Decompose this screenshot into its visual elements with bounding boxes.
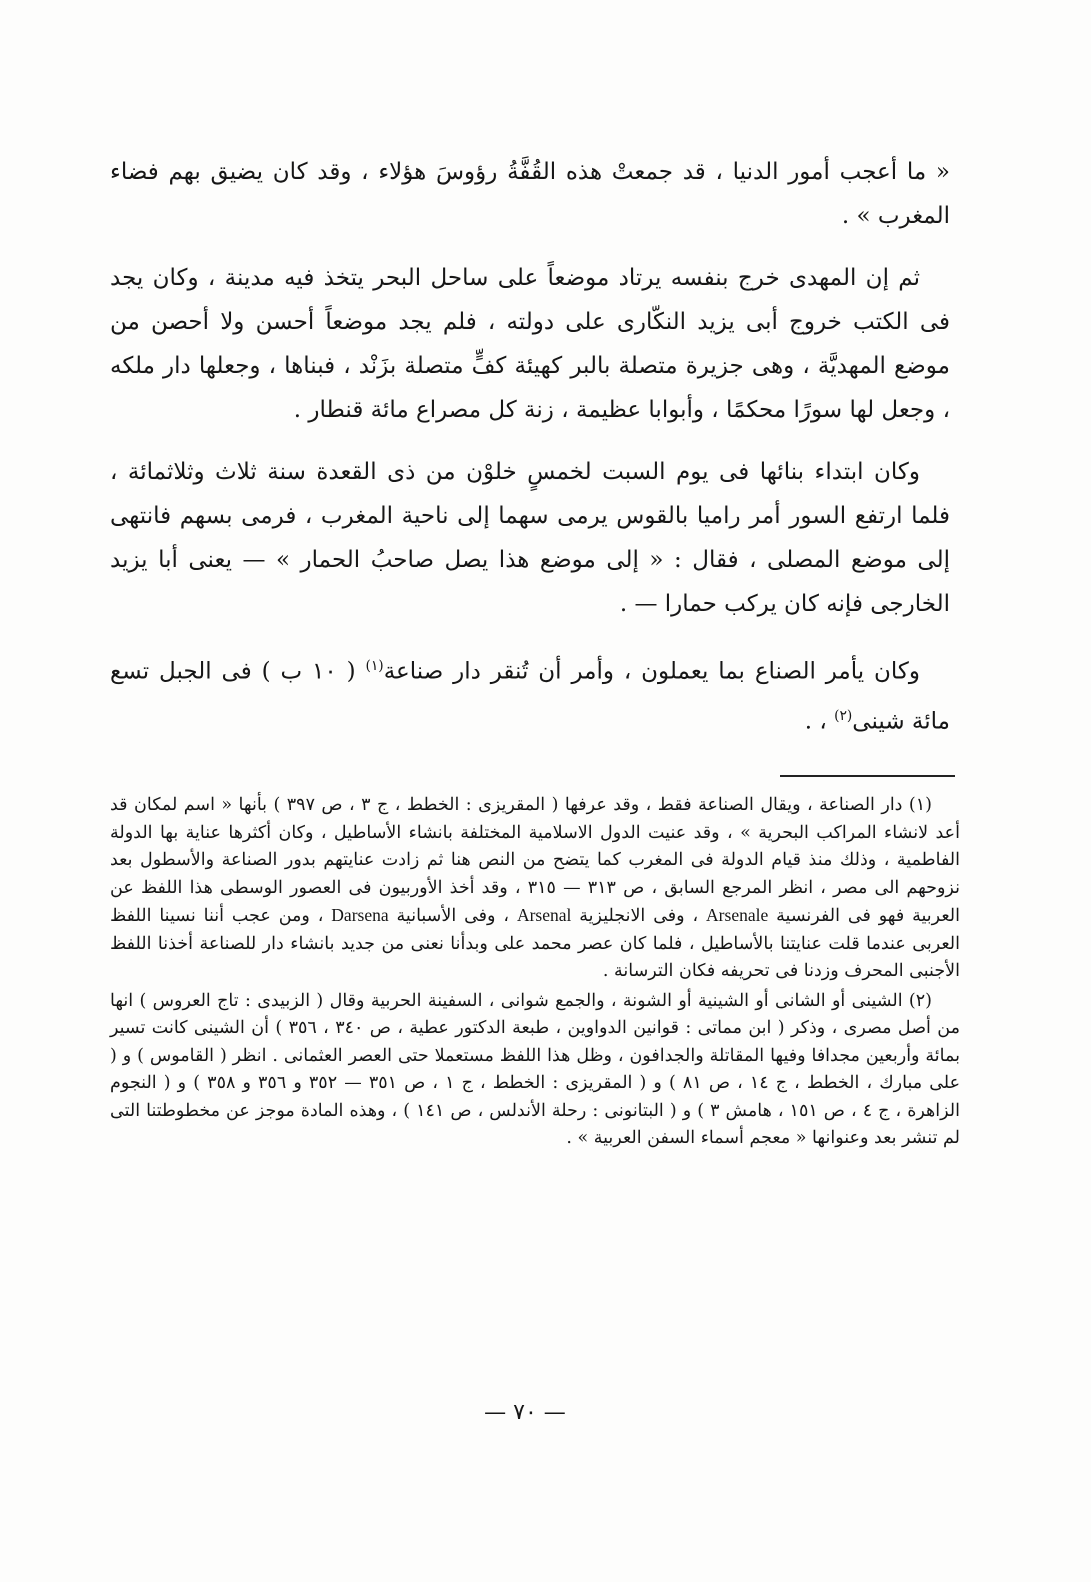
footnotes	[110, 792, 960, 1153]
footnote-1-latin-arsenale: Arsenale	[706, 905, 769, 925]
footnote-1-part-b: ، وفى الانجليزية	[579, 906, 699, 926]
main-text	[110, 150, 950, 761]
footnote-1-latin-darsena: Darsena	[331, 905, 389, 925]
footnote-1-latin-arsenal: Arsenal	[516, 905, 572, 925]
footnote-1	[110, 792, 960, 986]
footnote-1-part-a: (١) دار الصناعة ، ويقال الصناعة فقط ، وقد عرفها ( المقريزى : الخطط ، ج ٣ ، ص ٣٩٧ ) بأنها « اسم لمكان قد أعد لانشاء المراكب البحرية » ، وقد عنيت الدول الاسلامية المختلفة بانشاء الأساطيل ، وكان أكثرها عناية بها الدولة الفاطمية ، وذلك منذ قيام الدولة فى المغرب كما يتضح من النص هنا ثم زادت عنايتهم بدور الصناعة والأسطول بعد نزوحهم الى مصر ، انظر المرجع السابق ، ص ٣١٣ — ٣١٥ ، وقد أخذ الأوربيون فى العصور الوسطى هذا اللفظ عن العربية فهو فى الفرنسية	[110, 795, 960, 926]
paragraph-3: وكان ابتداء بنائها فى يوم السبت لخمسٍ خلوْن من ذى القعدة سنة ثلاث وثلاثمائة ، فلما ارتفع السور أمر راميا بالقوس يرمى سهما إلى ناحية المغرب ، فرمى بسهم فانتهى إلى موضع المصلى ، فقال : « إلى موضع هذا يصل صاحبُ الحمار » — يعنى أبا يزيد الخارجى فإنه كان يركب حمارا — .	[110, 459, 950, 617]
paragraph-4-part-a: وكان يأمر الصناع بما يعملون ، وأمر أن تُنقر دار صناعة	[383, 658, 920, 685]
paragraph-4-part-c: ، .	[804, 708, 827, 735]
paragraph-4-part-b: ( ١٠ ب ) فى الجبل تسع مائة شينى	[110, 658, 950, 735]
footnote-ref-1: (١)	[365, 658, 384, 674]
paragraph-2: ثم إن المهدى خرج بنفسه يرتاد موضعاً على ساحل البحر يتخذ فيه مدينة ، وكان يجد فى الكتب خروج أبى يزيد النكّارى على دولته ، فلم يجد موضعاً أحسن ولا أحصن من موضع المهديَّة ، وهى جزيرة متصلة بالبر كهيئة كفٍّ متصلة بزَنْد ، فبناها ، وجعلها دار ملكه ، وجعل لها سورًا محكمًا ، وأبوابا عظيمة ، زنة كل مصراع مائة قنطار .	[110, 265, 950, 423]
paragraph-1: « ما أعجب أمور الدنيا ، قد جمعتْ هذه القُفَّةُ رؤوسَ هؤلاء ، وقد كان يضيق بهم فضاء المغرب » .	[110, 159, 950, 229]
footnote-1-part-c: ، وفى الأسبانية	[396, 906, 510, 926]
footnote-ref-2: (٢)	[834, 707, 853, 724]
page-number: — ٧٠ —	[484, 1400, 566, 1425]
footnote-divider	[780, 775, 955, 777]
paragraph-4	[110, 644, 950, 743]
footnote-2: (٢) الشينى أو الشانى أو الشينية أو الشونة ، والجمع شوانى ، السفينة الحربية وقال ( الزبيدى : تاج العروس ) انها من أصل مصرى ، وذكر ( ابن مماتى : قوانين الدواوين ، طبعة الدكتور عطية ، ص ٣٤٠ ، ٣٥٦ ) أن الشينى كانت تسير بمائة وأربعين مجدافا وفيها المقاتلة والجدافون ، وظل هذا اللفظ مستعملا حتى العصر العثمانى . انظر ( القاموس ) و ( على مبارك ، الخطط ، ج ١٤ ، ص ٨١ ) و ( المقريزى : الخطط ، ج ١ ، ص ٣٥١ — ٣٥٢ و ٣٥٦ و ٣٥٨ ) و ( النجوم الزاهرة ، ج ٤ ، ص ١٥١ ، هامش ٣ ) و ( البتانونى : رحلة الأندلس ، ص ١٤١ ) ، وهذه المادة موجز عن مخطوطتنا التى لم تنشر بعد وعنوانها « معجم أسماء السفن العربية » .	[110, 990, 961, 1148]
footnote-1-part-d: ، ومن عجب أننا نسينا اللفظ العربى عندما قلت عنايتنا بالأساطيل ، فلما كان عصر محمد على وبدأنا نعنى من جديد بانشاء دار للصناعة أخذنا اللفظ الأجنبى المحرف وزدنا فى تحريفه فكان الترسانة .	[110, 906, 960, 981]
